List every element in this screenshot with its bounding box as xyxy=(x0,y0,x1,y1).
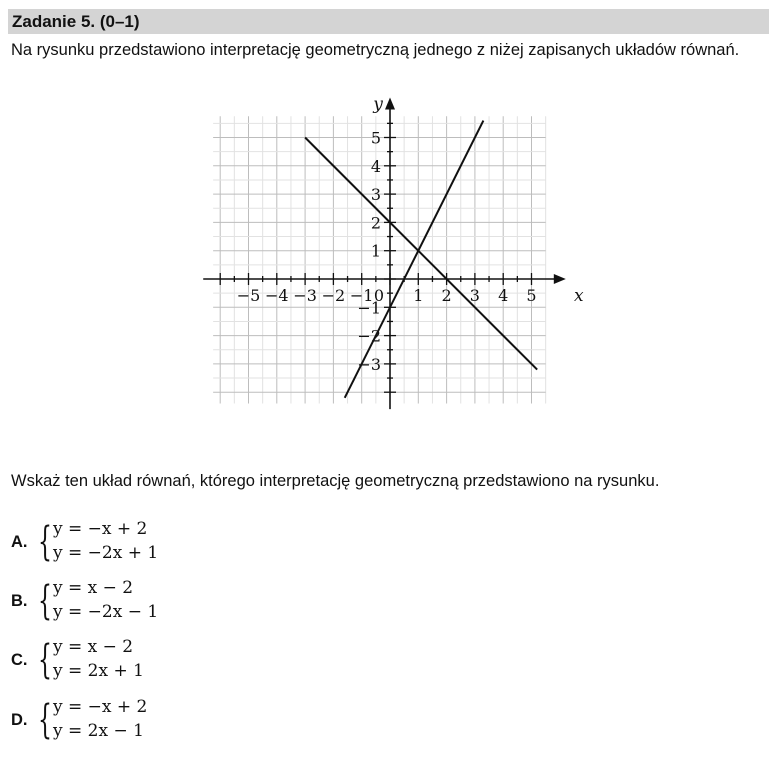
option-equation-2: y = 2x − 1 xyxy=(53,721,144,741)
option-equation-1: y = x − 2 xyxy=(53,637,134,657)
y-tick-label: 2 xyxy=(370,213,381,233)
series-line-1 xyxy=(305,138,537,370)
brace-icon: { xyxy=(38,578,52,624)
instruction-text: Wskaż ten układ równań, którego interpretację geometryczną przedstawiono na rysunku. xyxy=(11,472,660,490)
option-letter: D. xyxy=(11,711,28,729)
option-letter: A. xyxy=(11,533,28,551)
x-tick-label: −3 xyxy=(293,286,317,305)
option-equation-1: y = x − 2 xyxy=(53,578,134,598)
x-tick-label: 5 xyxy=(526,286,537,305)
x-tick-label: −2 xyxy=(321,286,346,305)
y-axis-arrow-icon xyxy=(385,98,395,110)
y-tick-label: 1 xyxy=(370,241,381,261)
option-equation-1: y = −x + 2 xyxy=(53,697,148,717)
brace-icon: { xyxy=(38,637,52,683)
y-tick-label: −2 xyxy=(357,326,381,346)
x-axis-arrow-icon xyxy=(554,274,566,284)
task-title: Zadanie 5. (0–1) xyxy=(12,12,140,31)
series-line-2 xyxy=(345,121,484,398)
y-tick-label: 5 xyxy=(370,128,381,148)
x-axis-label: x xyxy=(574,286,584,306)
option-letter: B. xyxy=(11,592,28,610)
y-tick-label: 4 xyxy=(370,156,381,176)
x-tick-label: −5 xyxy=(236,286,261,305)
option-equation-2: y = −2x − 1 xyxy=(53,602,159,622)
x-tick-label: 4 xyxy=(498,286,509,305)
x-tick-label: 2 xyxy=(441,286,452,305)
x-tick-label: −1 xyxy=(349,286,374,305)
y-tick-label: 3 xyxy=(370,185,381,205)
option-letter: C. xyxy=(11,651,28,669)
y-tick-label: −3 xyxy=(357,354,381,374)
x-tick-label: 0 xyxy=(373,286,385,305)
question-text: Na rysunku przedstawiono interpretację geometryczną jednego z niżej zapisanych układów równań. xyxy=(11,41,740,59)
brace-icon: { xyxy=(38,697,52,743)
brace-icon: { xyxy=(38,519,52,565)
x-tick-label: −4 xyxy=(265,286,289,305)
option-equation-2: y = 2x + 1 xyxy=(53,661,144,681)
option-equation-1: y = −x + 2 xyxy=(53,519,148,539)
x-tick-label: 3 xyxy=(469,286,480,305)
y-axis-label: y xyxy=(373,94,383,115)
y-tick-label: −1 xyxy=(357,298,381,318)
x-tick-label: 1 xyxy=(413,286,424,305)
option-equation-2: y = −2x + 1 xyxy=(53,543,159,563)
